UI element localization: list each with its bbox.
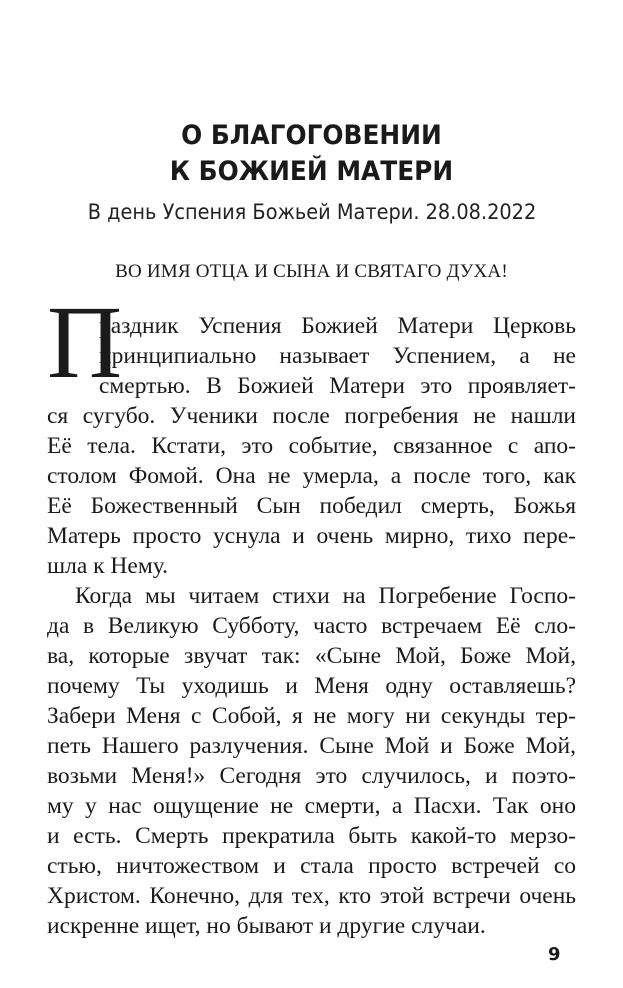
drop-cap-letter bbox=[47, 285, 123, 400]
text-line: Матерь просто уснула и очень мирно, тихо пере- bbox=[47, 523, 576, 549]
text-line: Когда мы читаем стихи на Погребение Госпо- bbox=[75, 583, 576, 609]
text-line: искренне ищет, но бывают и другие случаи. bbox=[47, 913, 486, 939]
text-line: столом Фомой. Она не умерла, а после того, как bbox=[47, 463, 576, 489]
invocation-line: ВО ИМЯ ОТЦА И СЫНА И СВЯТАГО ДУХА! bbox=[115, 261, 508, 282]
text-line: шла к Нему. bbox=[47, 553, 168, 579]
text-line: принципиально называет Успением, а не bbox=[99, 343, 576, 369]
text-line: петь Нашего разлучения. Сыне Мой и Боже Мой, bbox=[47, 733, 576, 759]
text-line: смертью. В Божией Матери это проявляет- bbox=[99, 373, 576, 399]
text-line: ся сугубо. Ученики после погребения не нашли bbox=[47, 403, 576, 429]
text-line: раздник Успения Божией Матери Церковь bbox=[99, 313, 576, 339]
chapter-subtitle: В день Успения Божьей Матери. 28.08.2022 bbox=[87, 200, 537, 224]
page-number: 9 bbox=[548, 944, 561, 965]
text-line: да в Великую Субботу, часто встречаем Её сло- bbox=[47, 613, 576, 639]
text-line: му у нас ощущение не смерти, а Пасхи. Так оно bbox=[47, 793, 576, 819]
text-line: и есть. Смерть прекратила быть какой-то мерзо- bbox=[47, 823, 576, 849]
text-line: почему Ты уходишь и Меня одну оставляешь? bbox=[47, 673, 576, 699]
text-line: Христом. Конечно, для тех, кто этой встречи очень bbox=[47, 883, 576, 909]
chapter-title-line-2: К БОЖИЕЙ МАТЕРИ bbox=[169, 156, 454, 187]
text-line: возьми Меня!» Сегодня это случилось, и поэто- bbox=[47, 763, 576, 789]
chapter-title-line-1: О БЛАГОГОВЕНИИ bbox=[181, 120, 442, 151]
text-line: Забери Меня с Собой, я не могу ни секунды тер- bbox=[47, 703, 576, 729]
text-line: Её Божественный Сын победил смерть, Божья bbox=[47, 493, 576, 519]
drop-cap-glyph: П bbox=[47, 285, 123, 400]
text-line: Её тела. Кстати, это событие, связанное с апо- bbox=[47, 433, 576, 459]
text-line: ва, которые звучат так: «Сыне Мой, Боже Мой, bbox=[47, 643, 576, 669]
text-line: стью, ничтожеством и стала просто встречей со bbox=[47, 853, 576, 879]
